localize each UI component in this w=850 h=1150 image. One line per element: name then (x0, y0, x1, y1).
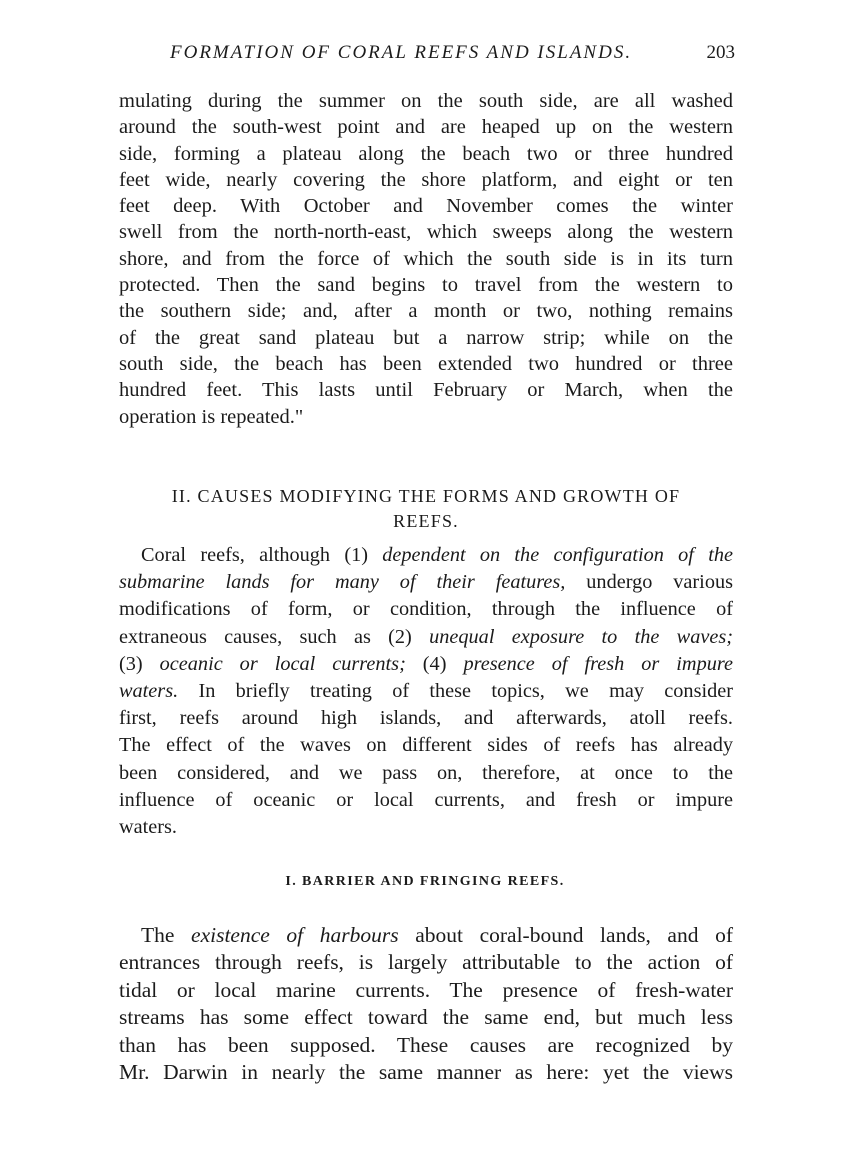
subsection-paragraph (119, 922, 733, 1086)
text-line (119, 922, 733, 949)
section-heading-line: II. CAUSES MODIFYING THE FORMS AND GROWTH OF (171, 486, 681, 506)
text-line: feet deep. With October and November comes the winter (119, 195, 733, 218)
text-line: protected. Then the sand begins to travel from the western to (119, 274, 733, 297)
text-run: extraneous causes, such as (2) (119, 625, 430, 648)
text-line: hundred feet. This lasts until February or March, when the (119, 379, 733, 402)
text-run: In briefly treating of these topics, we may consider (178, 680, 733, 703)
text-line: operation is repeated." (119, 405, 304, 428)
running-head (170, 42, 735, 72)
running-title: FORMATION OF CORAL REEFS AND ISLANDS. (170, 42, 633, 63)
text-line: than has been supposed. These causes are recognized by (119, 1032, 733, 1057)
italic-text: dependent on the configuration of the (382, 544, 733, 566)
text-line: Mr. Darwin in nearly the same manner as here: yet the views (119, 1060, 733, 1085)
text-line: mulating during the summer on the south side, are all washed (119, 90, 733, 112)
text-line: been considered, and we pass on, therefore, at once to the (119, 761, 733, 784)
text-run: (4) (405, 652, 464, 675)
text-line: feet wide, nearly covering the shore platform, and eight or ten (119, 168, 733, 191)
italic-text: waters. (119, 680, 179, 703)
text-line: tidal or local marine currents. The presence of fresh-water (119, 977, 733, 1002)
text-line: the southern side; and, after a month or two, nothing remains (119, 300, 733, 323)
text-line: first, reefs around high islands, and afterwards, atoll reefs. (119, 707, 733, 730)
text-run: undergo various (565, 571, 733, 594)
text-line: around the south-west point and are heaped up on the western (119, 116, 733, 139)
text-line: modifications of form, or condition, through the influence of (119, 598, 733, 621)
subsection-heading: I. BARRIER AND FRINGING REEFS. (285, 874, 565, 889)
italic-text: oceanic or local currents; (159, 652, 406, 675)
text-line: waters. (119, 816, 178, 839)
paragraph-continued (119, 88, 733, 430)
text-run: about coral-bound lands, and of (398, 923, 733, 947)
text-line: shore, and from the force of which the south side is in its turn (119, 247, 733, 270)
italic-text: unequal exposure to the waves; (429, 625, 734, 648)
page-number: 203 (706, 42, 735, 63)
text-run: (3) (119, 652, 160, 675)
text-line: of the great sand plateau but a narrow strip; while on the (119, 326, 733, 349)
text-line: streams has some effect toward the same end, but much less (119, 1005, 733, 1030)
section-heading-line: REEFS. (393, 511, 459, 531)
italic-text: existence of harbours (191, 923, 399, 947)
text-run: The (141, 923, 192, 947)
text-line: south side, the beach has been extended two hundred or three (119, 352, 733, 375)
section-paragraph (119, 542, 733, 841)
italic-text: presence of fresh or impure (463, 652, 733, 675)
section-heading (119, 484, 733, 534)
text-line: influence of oceanic or local currents, and fresh or impure (119, 788, 733, 811)
text-line: The effect of the waves on different sides of reefs has already (119, 734, 733, 757)
text-line (119, 678, 733, 705)
text-line: entrances through reefs, is largely attributable to the action of (119, 950, 733, 975)
italic-text: submarine lands for many of their features, (119, 571, 566, 594)
text-line: swell from the north-north-east, which sweeps along the western (119, 221, 733, 244)
text-run: Coral reefs, although (1) (141, 544, 383, 566)
text-line (119, 624, 733, 651)
text-line: side, forming a plateau along the beach two or three hundred (119, 142, 733, 165)
text-line (119, 569, 733, 596)
text-line (119, 542, 733, 569)
text-line (119, 651, 733, 678)
